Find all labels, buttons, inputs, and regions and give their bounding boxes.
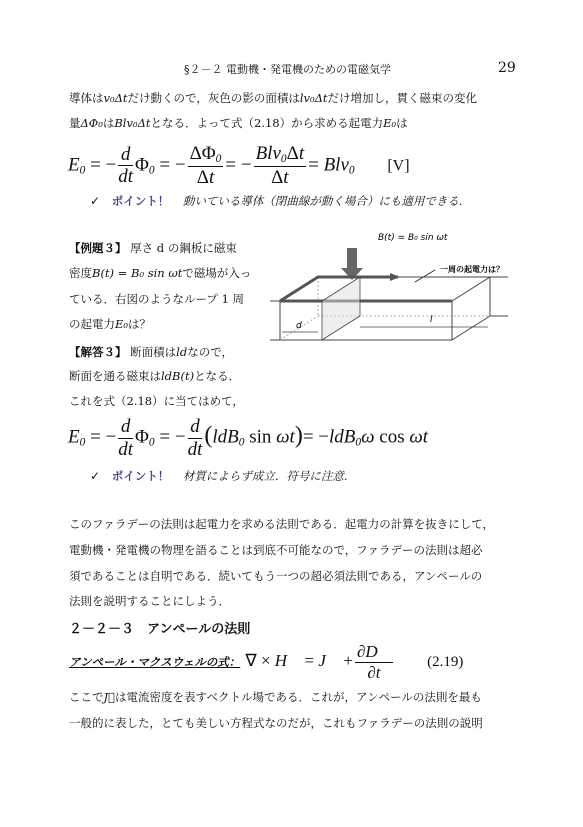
para-line-3: 須であることは自明である．続いてもう一つの超必須法則である，アンペールの xyxy=(69,569,483,583)
point-note-2 xyxy=(90,470,348,483)
final-text: は電流密度を表すベクトル場である．これが，アンペールの法則を最も xyxy=(115,690,482,704)
point-text: 動いている導体（閉曲線が動く場合）にも適用できる. xyxy=(182,194,463,208)
intro-text: は xyxy=(396,116,408,130)
answer-line-3: これを式（2.18）に当てはめて， xyxy=(69,394,244,408)
answer-text: なので， xyxy=(187,345,233,359)
math-ld: ld xyxy=(176,345,188,359)
check-icon: ✓ xyxy=(90,194,101,208)
example-text: で磁場が入っ xyxy=(182,266,252,280)
answer-text: 断面を通る磁束は xyxy=(69,369,161,383)
loop-arrow xyxy=(390,273,400,281)
field-arrow-shaft xyxy=(347,248,357,268)
box-edge xyxy=(452,316,490,340)
math-E0: E₀ xyxy=(383,116,397,130)
ampere-maxwell-row xyxy=(69,642,463,682)
ampere-maxwell-equation: ∇ × H⃗ = J⃗ + $\frac{\partial D⃗}{\partial t}$ xyxy=(245,642,391,682)
final-text: ここで xyxy=(69,690,104,704)
equation-emf-moving: $E_0$ = − $\frac{d}{dt}$ $\Phi_0$ = − $\frac{\Delta\Phi_0}{\Delta t}$ = − $\frac{Blv_0\Delta t}{\Delta t}$ = Blv$_0$ [V] xyxy=(68,143,410,189)
page-number: 29 xyxy=(498,60,516,76)
final-line-1 xyxy=(69,692,482,704)
answer-line-2 xyxy=(69,371,240,383)
point-note-1 xyxy=(90,195,463,208)
section-heading: ２－２－３ アンペールの法則 xyxy=(69,622,251,637)
example-title: 【例題３】 xyxy=(69,241,127,255)
answer-text: となる． xyxy=(194,369,241,383)
example-text: 密度 xyxy=(69,266,92,280)
loop-label-leader xyxy=(415,270,435,282)
example-line-1 xyxy=(69,243,237,255)
para-line-2: 電動機・発電機の物理を語ることは到底不可能なので，ファラデーの法則は超必 xyxy=(69,543,483,557)
steel-plate-figure xyxy=(270,228,525,376)
math-J-vector xyxy=(104,690,116,704)
intro-text: だけ増加し，貫く磁束の変化 xyxy=(327,91,478,105)
example-text: の起電力 xyxy=(69,317,115,331)
dim-d-label: d xyxy=(296,321,302,331)
math-ldBt: ldB(t) xyxy=(161,369,195,383)
math-blv0dt: Blv₀Δt xyxy=(114,116,151,130)
example-text: は？ xyxy=(128,317,152,331)
intro-text: 導体は xyxy=(69,91,104,105)
math-lv0dt: lv₀Δt xyxy=(299,91,328,105)
loop-label: 一周の起電力は？ xyxy=(440,265,504,274)
final-line-2: 一般的に表した，とても美しい方程式なのだが，これもファラデーの法則の説明 xyxy=(69,716,483,730)
equation-emf-plate: $E_0$ = − $\frac{d}{dt}$ $\Phi_0$ = − $\frac{d}{dt}$ (ldB$_0$ sin ωt)= −ldB$_0$ω cos ωt xyxy=(68,416,429,460)
math-v0dt: v₀Δt xyxy=(103,91,128,105)
ampere-maxwell-label: アンペール・マクスウェルの式： xyxy=(69,654,241,669)
intro-text: となる．よって式（2.18）から求める起電力 xyxy=(150,116,384,130)
example-text: 厚さ d の鋼板に磁束 xyxy=(130,241,237,255)
example-line-4 xyxy=(69,319,151,331)
dim-l-label: l xyxy=(430,315,433,325)
intro-line-2 xyxy=(69,118,408,130)
intro-line-1 xyxy=(69,93,477,105)
example-line-2 xyxy=(69,268,251,280)
check-icon: ✓ xyxy=(90,469,101,483)
equation-number: (2.19) xyxy=(427,653,464,670)
running-header: §２－２ 電動機・発電機のための電磁気学 xyxy=(184,63,391,76)
field-label: B(t) = B₀ sin ωt xyxy=(378,233,448,243)
answer-line-1 xyxy=(69,347,233,359)
math-dphi: ΔΦ₀ xyxy=(80,116,103,130)
answer-text: 断面積は xyxy=(130,345,177,359)
point-label: ポイント！ xyxy=(111,469,170,483)
para-line-1: このファラデーの法則は起電力を求める法則である．起電力の計算を抜きにして， xyxy=(69,517,495,531)
math-Bt: B(t) = B₀ sin ωt xyxy=(92,266,183,280)
unit-volt: [V] xyxy=(387,157,410,175)
para-line-4: 法則を説明することにしよう． xyxy=(69,594,230,608)
math-E0: E₀ xyxy=(115,317,129,331)
example-line-3: ている．右図のようなループ 1 周 xyxy=(69,292,245,306)
intro-text: だけ動くので，灰色の影の面積は xyxy=(127,91,300,105)
math-J: J xyxy=(103,690,116,704)
intro-text: は xyxy=(102,116,115,130)
point-text: 材質によらず成立．符号に注意. xyxy=(182,469,348,483)
point-label: ポイント！ xyxy=(111,194,170,208)
intro-text: 量 xyxy=(69,116,81,130)
answer-title: 【解答３】 xyxy=(69,345,127,359)
cross-section xyxy=(322,277,360,340)
